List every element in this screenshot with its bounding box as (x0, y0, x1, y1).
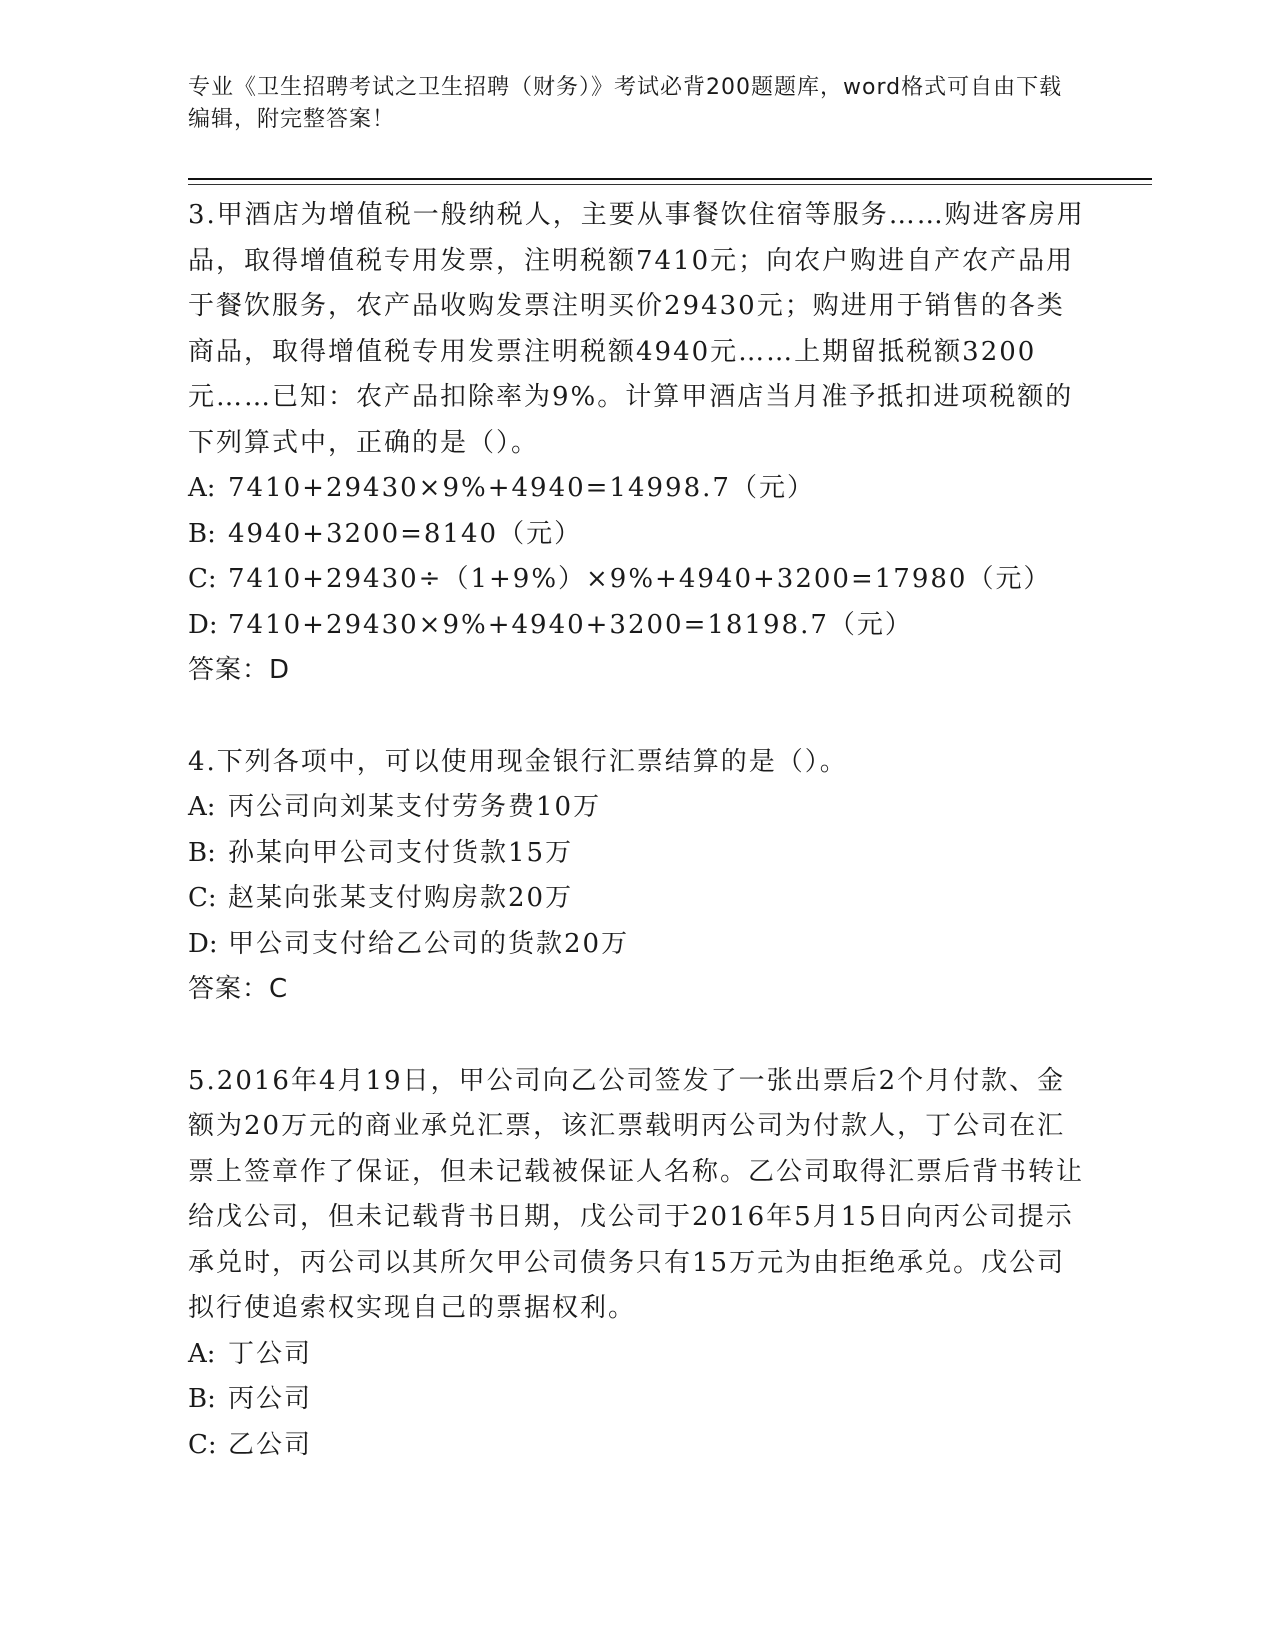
option-text: 7410+29430×9%+4940+3200=18198.7（元） (228, 609, 913, 640)
question-stem: 4.下列各项中，可以使用现金银行汇票结算的是（）。 (188, 746, 848, 777)
option-text: 孙某向甲公司支付货款15万 (228, 837, 574, 868)
option-key: C: (188, 1429, 217, 1460)
option-d (188, 922, 1088, 968)
option-key: C: (188, 883, 217, 913)
question-3 (188, 193, 1088, 694)
option-key: B: (188, 837, 216, 868)
option-b (188, 512, 1088, 558)
option-text: 丙公司 (228, 1384, 313, 1414)
option-a (188, 1332, 1088, 1378)
option-a (188, 466, 1088, 512)
header-rule-thin (188, 184, 1152, 185)
document-header: 专业《卫生招聘考试之卫生招聘（财务）》考试必背200题题库，word格式可自由下载编辑，附完整答案！ (188, 75, 1063, 132)
option-a (188, 785, 1088, 831)
option-b (188, 1377, 1088, 1423)
option-text: 7410+29430×9%+4940=14998.7（元） (228, 473, 815, 503)
option-text: 赵某向张某支付购房款20万 (228, 883, 574, 913)
option-key: A: (188, 1338, 216, 1369)
option-key: A: (188, 473, 216, 503)
question-4 (188, 740, 1088, 1013)
option-text: 7410+29430÷（1+9%）×9%+4940+3200=17980（元） (228, 564, 1052, 594)
option-c (188, 557, 1088, 603)
header-rule-thick (188, 178, 1152, 180)
option-key: A: (188, 792, 216, 822)
question-stem: 3.甲酒店为增值税一般纳税人，主要从事餐饮住宿等服务……购进客房用品，取得增值税专用发票，注明税额7410元；向农户购进自产农产品用于餐饮服务，农产品收购发票注明买价29430元；购进用于销售的各类商品，取得增值税专用发票注明税额4940元……上期留抵税额3200元……已知：农产品扣除率为9%。计算甲酒店当月准予抵扣进项税额的下列算式中，正确的是（）。 (188, 200, 1085, 458)
answer-line: 答案：C (188, 974, 289, 1004)
option-text: 丙公司向刘某支付劳务费10万 (228, 792, 602, 822)
option-text: 乙公司 (228, 1429, 313, 1460)
option-d (188, 603, 1088, 649)
option-key: B: (188, 518, 216, 549)
question-list (188, 193, 1088, 1514)
option-key: D: (188, 609, 218, 640)
option-key: D: (188, 928, 218, 959)
option-text: 甲公司支付给乙公司的货款20万 (228, 928, 630, 959)
question-stem: 5.2016年4月19日，甲公司向乙公司签发了一张出票后2个月付款、金额为20万元的商业承兑汇票，该汇票载明丙公司为付款人，丁公司在汇票上签章作了保证，但未记载被保证人名称。乙公司取得汇票后背书转让给戊公司，但未记载背书日期，戊公司于2016年5月15日向丙公司提示承兑时，丙公司以其所欠甲公司债务只有15万元为由拒绝承兑。戊公司拟行使追索权实现自己的票据权利。 (188, 1065, 1085, 1323)
option-c (188, 876, 1088, 922)
option-text: 4940+3200=8140（元） (228, 518, 583, 549)
question-5 (188, 1059, 1088, 1469)
option-text: 丁公司 (228, 1338, 313, 1369)
option-key: B: (188, 1384, 216, 1414)
option-c (188, 1423, 1088, 1469)
option-b (188, 831, 1088, 877)
option-key: C: (188, 564, 217, 594)
answer-line: 答案：D (188, 655, 291, 685)
